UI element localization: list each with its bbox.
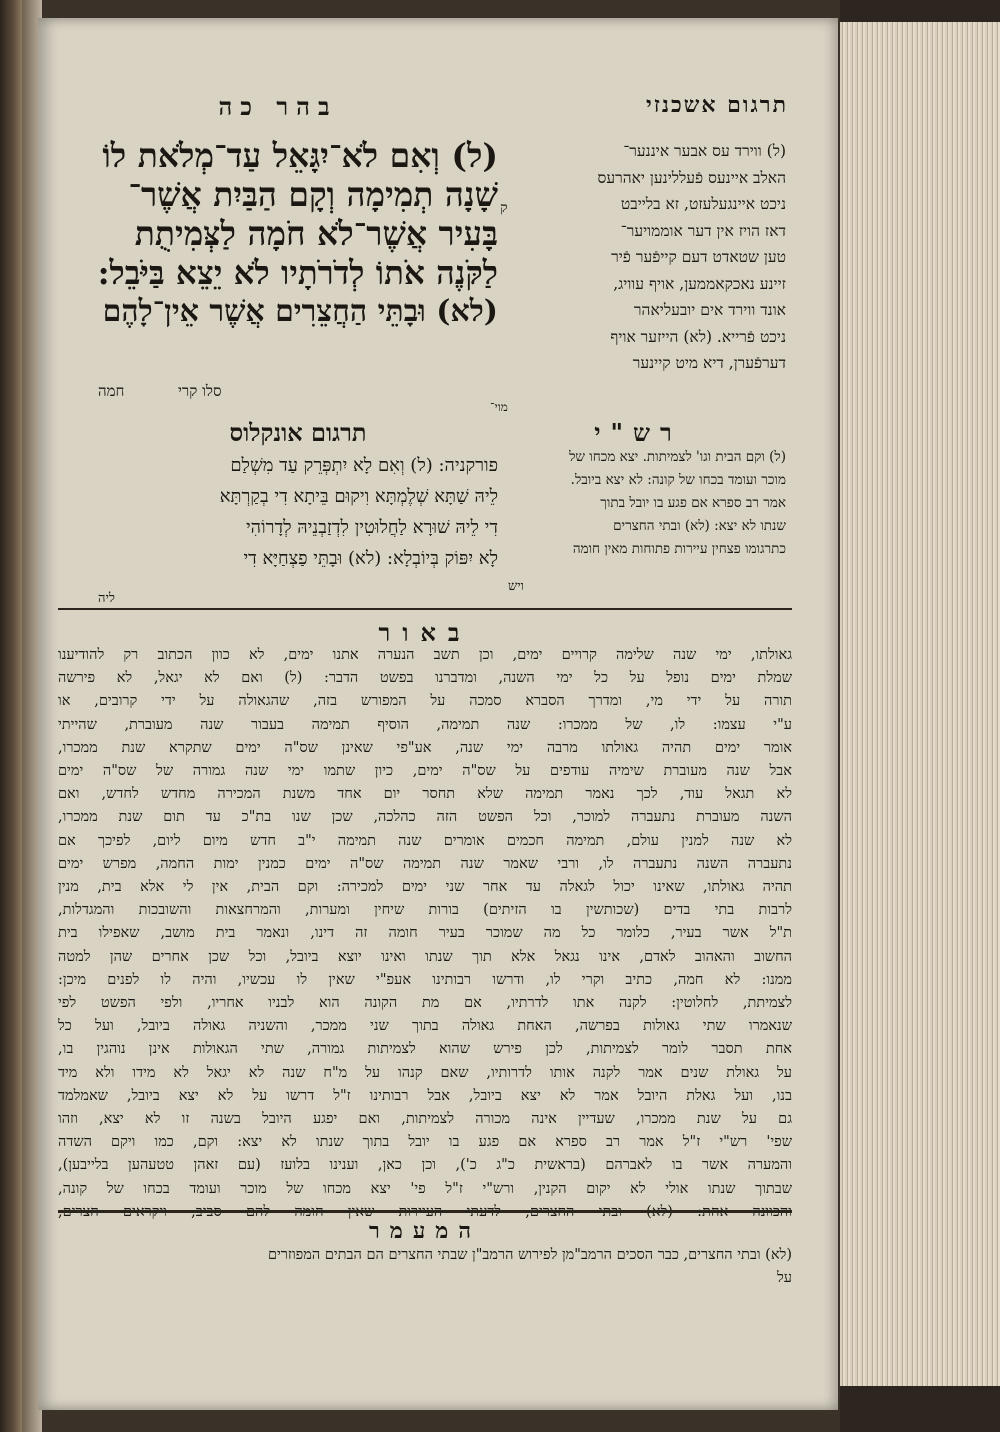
header-parasha-title: בהר כה (218, 92, 338, 121)
onkelos-line: לֵיהּ שַׁתָּא שְׁלֶמְתָּא וִיקוּם בֵּיתָא דִי בְקַרְתָּא (219, 486, 498, 507)
translation-line: טען שטאדט דעם קייפֿער פֿיר (611, 248, 786, 266)
verse-line: בָּעִיר אֲשֶׁר־לֹא חֹמָה לַצְּמִיתֻת (134, 214, 498, 253)
section-divider (58, 608, 792, 610)
rashi-commentary (490, 446, 786, 561)
rashi-title: רש"י (594, 418, 682, 447)
book-left-edge (0, 0, 22, 1432)
verse-line: לַקֹּנֶה אֹתוֹ לְדֹרֹתָיו לֹא יֵצֵא בַּיֹּבֵל: (97, 253, 498, 292)
rashi-line: מוכר ועומד בכחו של קונה: לא יצא ביובל. (570, 472, 786, 488)
translation-line: האלב איינעס פֿעללינען יאהרעס (597, 168, 786, 187)
beur-line: ממנו: לא חמה, כתיב וקרי לו, ודרשו רבותינו אעפ"י שאין לו עכשיו, והיה לו לפנים מיכן: (58, 971, 792, 988)
translation-line: (ל) ווירד עס אבער איננער־ (623, 142, 786, 160)
translation-catchword: מוי־ (490, 400, 508, 414)
beur-line: על גאולת שנים אמר לקנה אותו לדרותיו, שאם קנהו על מ"ח שנה לא יגאל לא מידו ולא מיד (58, 1064, 792, 1081)
beur-line: אומר ימים תהיה גאולתו מרבה ימי שנה, אע"פי שאינן שס"ה ימים שתקרא שנת ממכרו, (58, 739, 792, 756)
verse-line: (ל) וְאִם לֹא־יִגָּאֵל עַד־מְלֹאת לוֹ (102, 136, 498, 175)
verse-catchword: חמה (98, 382, 125, 400)
onkelos-line: לָא יִפּוֹק בְּיוֹבְלָא: (לא) וּבָתֵּי פַצְחַיָּא דִי (243, 548, 498, 569)
beur-line: גאולתו, ימי שנה שלימה קרויים ימים, וכן תשב הנערה אתנו ימים, לא כוון הכתוב רק להודיענו (58, 647, 792, 663)
verse-line: שָׁנָה תְמִימָה וְקָם הַבַּיִת אֲשֶׁר־ (128, 175, 498, 214)
beur-line: גם על שנת ממכרו, שעדיין אינה מכורה לצמיתות, ואם יפגע היובל בשנה זו לא יצא, וזהו (58, 1111, 792, 1128)
rashi-line: שנתו לא יצא: (לא) ובתי החצרים (613, 518, 786, 534)
meamar-line: על (777, 1270, 792, 1286)
onkelos-title: תרגום אונקלוס (229, 418, 367, 447)
beur-line: שמלת ימים נופל על כל ימי השנה, ומדברנו בפשט הדבר: (ל) ואם לא יגאל, לא פירשה (58, 670, 792, 687)
verse-line: (לא) וּבָתֵּי הַחֲצֵרִים אֲשֶׁר אֵין־לָהֶם (102, 294, 498, 329)
translation-line: דערפֿערן, דיא מיט קיינער (632, 354, 786, 372)
onkelos-catchword: ליה (98, 591, 115, 606)
beur-commentary (58, 644, 792, 1224)
book-cover-top (840, 0, 1000, 22)
beur-line: שנאמרו שתי גאולות בפרשה, האחת גאולה בתוך שני ממכר, והשניה גאולה ביובל, ועל כל (58, 1018, 792, 1035)
beur-line: והמערה אשר בו לאברהם (בראשית כ"ג כ'), וכן כאן, וענינו בלועז (עם זאהן טטעהען בלייבען), (58, 1157, 792, 1174)
translation-line: אונד ווירד אים יובעליאהר (633, 301, 786, 319)
meamar-line: (לא) ובתי החצרים, כבר הסכים הרמב"מן לפירוש הרמב"ן שבתי החצרים הם הבתים המפוזרים (267, 1247, 792, 1263)
rashi-line: כתרגומו פצחין עיירות פתוחות מאין חומה (572, 541, 786, 557)
onkelos-text (98, 450, 498, 574)
book-cover-bottom (840, 1386, 1000, 1432)
beur-line: לא שנה למנין עולם, תמימה חכמים אומרים שנה תמימה י"ב חדש מיום ליום, לפיכך אם (58, 832, 792, 849)
beur-title: באור (378, 618, 472, 647)
rashi-line: אמר רב ספרא אם פגע בו יובל בתוך (600, 495, 786, 511)
margin-mark: ק (500, 200, 508, 216)
beur-line: לצמיתת, לחלוטין: לקנה אתו לדרתיו, אם מת הקונה הוא לבניו אחריו, ולפי הפשט לפי (58, 995, 792, 1012)
translation-line: ניכט איינגעלעזט, זא בלייבט (620, 195, 786, 213)
rashi-line: (ל) וקם הבית וגו' לצמיתות. יצא מכחו של (569, 449, 786, 465)
beur-line: שבתוך שנתו אולי לא יקום הקנין, ורש"י ז"ל פי' יצא מכחו של מוכר ועומד בכחו של קונה, (58, 1180, 792, 1197)
beur-line: בנו, ועל גאלת היובל אמר לא יצא ביובל, אבל רבותינו ז"ל דרשו על לא יצא ביובל, שאמלמד (58, 1087, 792, 1104)
translation-line: זיינע נאכקאממען, אויף עוויג, (613, 274, 786, 293)
onkelos-line: פורקניה: (ל) וְאִם לָא יִתְפְּרֵק עַד מִשְׁלַם (230, 455, 498, 476)
beur-line: לרבות בתי בדים (שכותשין בו הזיתים) בורות שיחין ומערות, והמרחצאות והשובכות והמגדלות, (58, 902, 792, 919)
rashi-catchword: ויש (508, 579, 524, 594)
beur-line: השנה מעוברת נתעברה למוכר, וכל הפשט הזה כהלכה, שכן שנו בת"כ עד תום שנת ממכרו, (58, 809, 792, 826)
beur-line: לא תגאל עוד, לכך נאמר תמימה שלא תחסר יום אחד משנת המכירה מחדש לחדש, ואם (58, 786, 792, 803)
beur-line: תהיה גאולתו, שאינו יכול לגאלה עד אחר שני ימים למכירה: וקם הבית, אין לי אלא בית, מנין (58, 879, 792, 896)
translation-line: דאז הויז אין דער אוממויער־ (620, 221, 786, 240)
onkelos-line: דִי לֵיהּ שׁוּרָא לַחֲלוּטִין לִדְזַבְנֵיהּ לְדָרוֹהִי (245, 517, 498, 538)
beur-line: נתעברה השנה נתעברה לו, ורבי שאמר שנה תמימה שס"ה ימים כמנין ימות החמה, מפרש ימים (58, 855, 792, 872)
meamar-text (58, 1244, 792, 1290)
beur-line: אבל שנה מעוברת שימיה עודפים על שס"ה ימים, כיון שתמו ימי שנה גמורה של שס"ה ימים (58, 763, 792, 780)
book-page (38, 18, 838, 1410)
translation-line: ניכט פֿרייא. (לא) הייזער אויף (610, 327, 786, 346)
beur-line: אחת תסבר לומר לצמיתות, לכן פירש שהוא לצמיתות גמורה, שתי הגאולות אינן נוהגין בו, (58, 1041, 792, 1058)
verse-block (98, 136, 498, 331)
page-stack (840, 0, 1000, 1432)
translation-column (490, 138, 786, 377)
beur-line: ע"י עצמו: לו, של ממכרו: שנה תמימה, הוסיף תמימה בעבור שנה מעוברת, שהייתי (58, 716, 792, 733)
beur-line: ת"ל אשר בעיר, כלומר כל מה שמוכר בעיר חומה זה דינו, ונאמר בית מושב, שאפילו בית (58, 925, 792, 942)
beur-line: שפי' רש"י ז"ל אמר רב ספרא אם פגע בו יובל בתוך שנתו לא יצא: וקם, כמו ויקם השדה (58, 1134, 792, 1151)
verse-kri-note: סלו קרי (178, 382, 222, 400)
meamar-title: המעמר (369, 1218, 481, 1244)
beur-line: החשוב והאהוב לאדם, אינו נגאל אלא תוך שנתו ואינו יוצא ביובל, וכל שכן אחרים שהן למטה (58, 948, 792, 965)
header-translation-title: תרגום אשכנזי (645, 92, 788, 118)
section-divider (58, 1210, 792, 1213)
beur-line: תורה על ידי מי, ומדרך הסברא סמכה על המפורש בזה, שהגאולה על ידי קרובים, או (58, 693, 792, 710)
